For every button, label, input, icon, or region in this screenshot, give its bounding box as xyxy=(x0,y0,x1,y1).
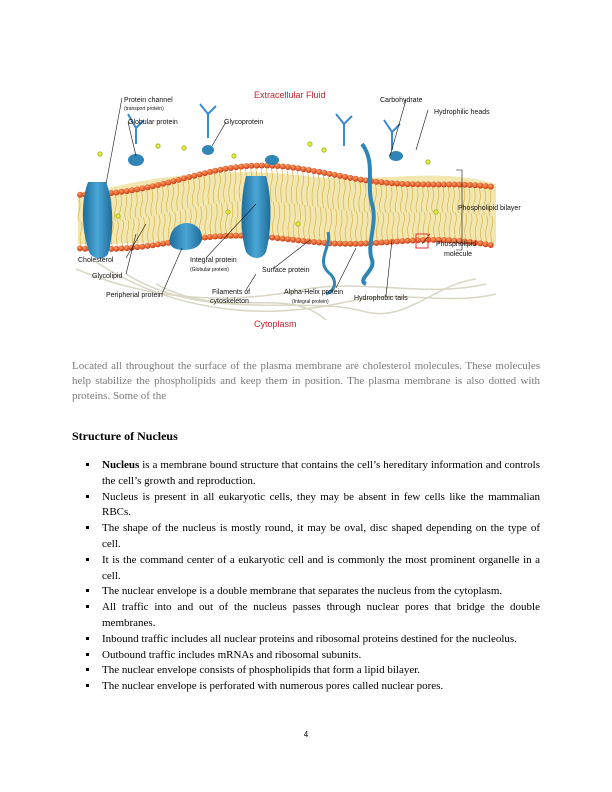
bullet-text: Outbound traffic includes mRNAs and ribosomal subunits. xyxy=(102,648,362,661)
glycolipid-dot xyxy=(322,148,326,152)
phospholipid-head xyxy=(477,240,483,246)
phospholipid-head xyxy=(223,166,229,172)
phospholipid-head xyxy=(353,176,359,182)
label-alpha: Alpha-Helix protein xyxy=(284,289,344,296)
phospholipid-head xyxy=(342,174,348,180)
label-glycoprotein: Glycoprotein xyxy=(224,119,264,126)
phospholipid-head xyxy=(160,241,166,247)
phospholipid-head xyxy=(379,240,385,246)
phospholipid-head xyxy=(472,182,478,188)
bullet-text: All traffic into and out of the nucleus passes through nuclear pores that bridge the double membranes. xyxy=(102,601,540,629)
bullet-item xyxy=(86,521,540,553)
phospholipid-head xyxy=(119,189,125,195)
label-phospholipid-1: Phospholipid xyxy=(436,241,477,248)
phospholipid-head xyxy=(399,238,405,244)
phospholipid-head xyxy=(160,181,166,187)
intro-paragraph: Located all throughout the surface of the plasma membrane are cholesterol molecules. These molecules help stabilize the phospholipids and keep them in position. The plasma membrane is also dotted with proteins. Some of the xyxy=(72,360,540,402)
phospholipid-head xyxy=(358,241,364,247)
phospholipid-head xyxy=(82,246,88,252)
glycolipid-dot xyxy=(296,222,300,226)
phospholipid-head xyxy=(301,166,307,172)
bullet-text: is a membrane bound structure that contains the cell’s hereditary information and controls the cell’s growth and reproduction. xyxy=(102,459,540,487)
phospholipid-head xyxy=(394,238,400,244)
label-carbohydrate: Carbohydrate xyxy=(380,97,423,104)
bullet-list xyxy=(86,458,540,695)
phospholipid-head xyxy=(139,185,145,191)
phospholipid-head xyxy=(217,233,223,239)
label-protein-channel: Protein channel xyxy=(124,97,173,104)
phospholipid-head xyxy=(280,236,286,242)
phospholipid-head xyxy=(119,245,125,251)
bullet-item xyxy=(86,663,540,679)
page-number: 4 xyxy=(303,730,309,739)
phospholipid-head xyxy=(285,236,291,242)
phospholipid-head xyxy=(129,187,135,193)
bullet-text: The nuclear envelope is perforated with numerous pores called nuclear pores. xyxy=(102,680,444,693)
bullet-marker xyxy=(86,495,89,498)
label-surface: Surface protein xyxy=(262,267,310,274)
label-alpha-sub: (Integral protein) xyxy=(292,299,329,305)
phospholipid-head xyxy=(186,174,192,180)
carbohydrate-chains xyxy=(128,104,400,150)
phospholipid-head xyxy=(488,242,494,248)
glycolipid-dot xyxy=(98,152,102,156)
bullet-text: It is the command center of a eukaryotic cell and is commonly the most prominent organelle in a cell. xyxy=(102,553,540,582)
bullet-marker xyxy=(86,526,89,529)
label-protein-channel-sub: (transport protein) xyxy=(124,106,164,112)
phospholipid-head xyxy=(436,182,442,188)
glycolipid-dot xyxy=(156,144,160,148)
phospholipid-head xyxy=(259,163,265,169)
bullet-marker xyxy=(86,605,89,608)
phospholipid-head xyxy=(306,239,312,245)
bullet-text: The nuclear envelope is a double membrane that separates the nucleus from the cytoplasm. xyxy=(102,585,503,598)
label-cytoplasm: Cytoplasm xyxy=(254,319,297,329)
phospholipid-head xyxy=(223,233,229,239)
label-integral: Integral protein xyxy=(190,257,237,264)
phospholipid-head xyxy=(77,245,83,251)
phospholipid-head xyxy=(176,177,182,183)
bullet-item xyxy=(86,600,540,632)
phospholipid-head xyxy=(431,182,437,188)
label-globular: Globular protein xyxy=(128,119,178,126)
phospholipid-head xyxy=(373,179,379,185)
bullet-marker xyxy=(86,589,89,592)
bullet-text: Nucleus is present in all eukaryotic cells, they may be absent in few cells like the mammalian RBCs. xyxy=(102,490,540,519)
phospholipid-head xyxy=(243,163,249,169)
label-extracellular: Extracellular Fluid xyxy=(254,90,326,100)
bullet-marker xyxy=(86,463,89,466)
bullet-item xyxy=(86,632,540,648)
bullet-text: The nuclear envelope consists of phospholipids that form a lipid bilayer. xyxy=(102,664,421,677)
phospholipid-head xyxy=(295,165,301,171)
phospholipid-head xyxy=(124,188,130,194)
phospholipid-head xyxy=(77,192,83,198)
phospholipid-head xyxy=(171,178,177,184)
phospholipid-head xyxy=(405,238,411,244)
bullet-item xyxy=(86,584,540,600)
bullet-item xyxy=(86,648,540,664)
cell-membrane-diagram xyxy=(66,84,550,336)
phospholipid-head xyxy=(441,182,447,188)
phospholipid-head xyxy=(238,164,244,170)
phospholipid-head xyxy=(217,167,223,173)
glycolipid-dot xyxy=(434,210,438,214)
label-filaments-2: cytoskeleton xyxy=(210,298,249,305)
phospholipid-head xyxy=(420,181,426,187)
phospholipid-head xyxy=(165,180,171,186)
surface-protein-shape xyxy=(242,176,271,258)
bullet-item xyxy=(86,553,540,585)
phospholipid-head xyxy=(207,234,213,240)
label-peripheral: Peripherial protein xyxy=(106,292,163,299)
phospholipid-head xyxy=(212,234,218,240)
phospholipid-head xyxy=(327,171,333,177)
phospholipid-head xyxy=(145,184,151,190)
glycolipid-dot xyxy=(116,214,120,218)
glycolipid-dot xyxy=(182,146,186,150)
bullet-marker xyxy=(86,558,89,561)
bullet-marker xyxy=(86,653,89,656)
phospholipid-head xyxy=(462,182,468,188)
bullet-text: The shape of the nucleus is mostly round, it may be oval, disc shaped depending on the type of cell. xyxy=(102,522,540,550)
phospholipid-head xyxy=(477,183,483,189)
phospholipid-head xyxy=(134,244,140,250)
phospholipid-head xyxy=(316,240,322,246)
label-hydrophilic: Hydrophilic heads xyxy=(434,109,490,116)
phospholipid-head xyxy=(483,183,489,189)
phospholipid-head xyxy=(285,164,291,170)
phospholipid-head xyxy=(379,179,385,185)
label-hydrophobic: Hydrophobic tails xyxy=(354,295,408,302)
phospholipid-head xyxy=(134,186,140,192)
phospholipid-head xyxy=(202,235,208,241)
phospholipid-head xyxy=(321,170,327,176)
bullet-item xyxy=(86,490,540,522)
bullet-marker xyxy=(86,637,89,640)
bullet-marker xyxy=(86,684,89,687)
label-phospholipid-2: molecule xyxy=(444,251,473,258)
phospholipid-head xyxy=(337,173,343,179)
phospholipid-head xyxy=(269,235,275,241)
phospholipid-head xyxy=(197,171,203,177)
phospholipid-head xyxy=(254,163,260,169)
phospholipid-head xyxy=(155,182,161,188)
phospholipid-head xyxy=(280,164,286,170)
phospholipid-head xyxy=(290,165,296,171)
phospholipid-head xyxy=(233,233,239,239)
bullet-item xyxy=(86,679,540,695)
phospholipid-head xyxy=(150,242,156,248)
phospholipid-head xyxy=(145,243,151,249)
phospholipid-head xyxy=(124,245,130,251)
label-bilayer: Phospholipid bilayer xyxy=(458,205,521,212)
phospholipid-head xyxy=(332,241,338,247)
phospholipid-head xyxy=(233,164,239,170)
phospholipid-head xyxy=(181,175,187,181)
phospholipid-head xyxy=(363,240,369,246)
phospholipid-head xyxy=(384,180,390,186)
membrane-svg xyxy=(66,84,550,336)
phospholipid-head xyxy=(316,169,322,175)
phospholipid-head xyxy=(113,190,119,196)
phospholipid-head xyxy=(353,241,359,247)
phospholipid-head xyxy=(373,240,379,246)
phospholipid-head xyxy=(384,239,390,245)
phospholipid-head xyxy=(467,182,473,188)
phospholipid-head xyxy=(275,235,281,241)
label-cholesterol: Cholesterol xyxy=(78,257,114,264)
phospholipid-head xyxy=(290,237,296,243)
glycolipid-dot xyxy=(226,210,230,214)
phospholipid-head xyxy=(228,165,234,171)
phospholipid-head xyxy=(483,241,489,247)
label-glycolipid: Glycolipid xyxy=(92,273,123,280)
phospholipid-head xyxy=(347,175,353,181)
section-heading: Structure of Nucleus xyxy=(72,429,178,443)
glycoprotein-shape xyxy=(202,145,214,155)
phospholipid-head xyxy=(410,238,416,244)
phospholipid-head xyxy=(446,182,452,188)
top-protein-shape xyxy=(265,155,279,165)
phospholipid-head xyxy=(332,172,338,178)
phospholipid-head xyxy=(295,237,301,243)
phospholipid-head xyxy=(347,241,353,247)
phospholipid-head xyxy=(202,170,208,176)
phospholipid-head xyxy=(311,239,317,245)
phospholipid-head xyxy=(113,246,119,252)
phospholipid-head xyxy=(399,181,405,187)
bullet-text: Inbound traffic includes all nuclear proteins and ribosomal proteins destined for the nucleolus. xyxy=(102,632,517,645)
glycolipid-dot xyxy=(232,154,236,158)
phospholipid-head xyxy=(451,182,457,188)
phospholipid-head xyxy=(389,180,395,186)
phospholipid-head xyxy=(207,169,213,175)
phospholipid-head xyxy=(405,181,411,187)
phospholipid-head xyxy=(358,177,364,183)
bullet-marker xyxy=(86,668,89,671)
bullet-item xyxy=(86,458,540,490)
phospholipid-head xyxy=(191,173,197,179)
phospholipid-head xyxy=(306,167,312,173)
label-filaments-1: Filaments of xyxy=(212,289,251,296)
phospholipid-head xyxy=(311,168,317,174)
phospholipid-head xyxy=(394,181,400,187)
bullet-bold-term: Nucleus xyxy=(102,459,140,471)
phospholipid-head xyxy=(488,184,494,190)
phospholipid-head xyxy=(155,241,161,247)
glycolipid-dot xyxy=(308,142,312,146)
phospholipid-head xyxy=(342,241,348,247)
phospholipid-head xyxy=(150,183,156,189)
label-integral-sub: (Globular protein) xyxy=(190,267,229,273)
glycolipid-dot xyxy=(426,160,430,164)
phospholipid-head xyxy=(212,168,218,174)
phospholipid-head xyxy=(249,163,255,169)
phospholipid-head xyxy=(410,181,416,187)
phospholipid-head xyxy=(139,244,145,250)
phospholipid-head xyxy=(337,241,343,247)
phospholipid-head xyxy=(415,181,421,187)
phospholipid-head xyxy=(425,181,431,187)
